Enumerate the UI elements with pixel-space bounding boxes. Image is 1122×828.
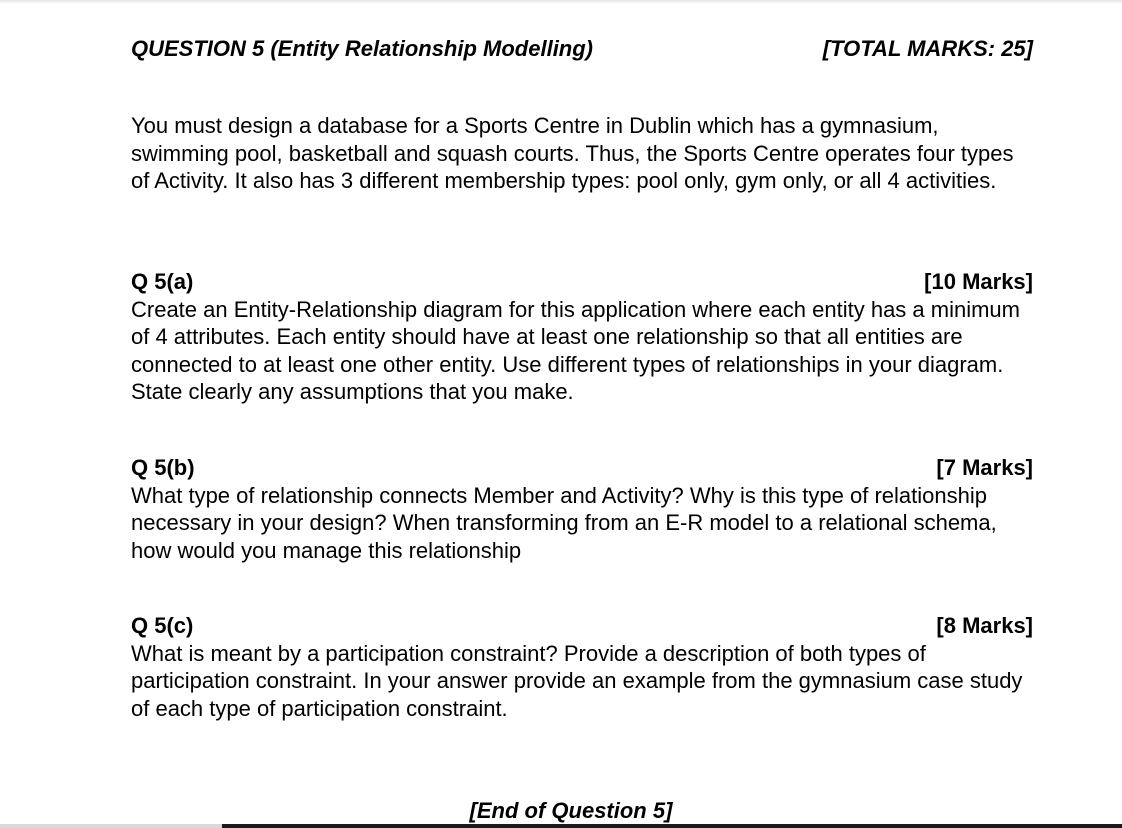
question-5b-marks: [7 Marks]: [936, 455, 1033, 480]
question-5c-label: Q 5(c): [131, 613, 194, 638]
question-5b: [131, 454, 1036, 564]
question-5a-text: Create an Entity-Relationship diagram for this application where each entity has a minimum of 4 attributes. Each entity should have at least one relationship so that all entities are connected to at least one other entity. Use different types of relationships in your diagram. State clearly any assumptions that you make.: [131, 296, 1020, 404]
question-5a-label: Q 5(a): [131, 269, 194, 294]
question-5c-text: What is meant by a participation constraint? Provide a description of both types of participation constraint. In your answer provide an example from the gymnasium case study of each type of participation constraint.: [131, 640, 1023, 721]
question-title: QUESTION 5 (Entity Relationship Modelling): [131, 36, 594, 61]
end-of-question-text: [End of Question 5]: [469, 798, 673, 823]
question-5c-marks: [8 Marks]: [936, 613, 1033, 638]
question-header: [131, 36, 1033, 62]
question-5c-header: [131, 612, 1033, 640]
question-5b-label: Q 5(b): [131, 455, 195, 480]
question-5a-marks: [10 Marks]: [924, 269, 1033, 294]
question-5b-text: What type of relationship connects Member and Activity? Why is this type of relationship necessary in your design? When transforming from an E-R model to a relational schema, how would you manage this relationship: [131, 482, 997, 563]
total-marks: [TOTAL MARKS: 25]: [822, 36, 1033, 61]
question-5a-header: [131, 268, 1033, 296]
question-5c: [131, 612, 1036, 722]
intro-paragraph: You must design a database for a Sports Centre in Dublin which has a gymnasium, swimming pool, basketball and squash courts. Thus, the Sports Centre operates four types of Activity. It also has 3 different membership types: pool only, gym only, or all 4 activities.: [131, 113, 1014, 193]
question-5b-header: [131, 454, 1033, 482]
bottom-border: [222, 824, 1122, 828]
end-of-question-footer: [0, 797, 1122, 824]
bottom-border-left: [0, 824, 222, 828]
question-5a: [131, 268, 1036, 406]
